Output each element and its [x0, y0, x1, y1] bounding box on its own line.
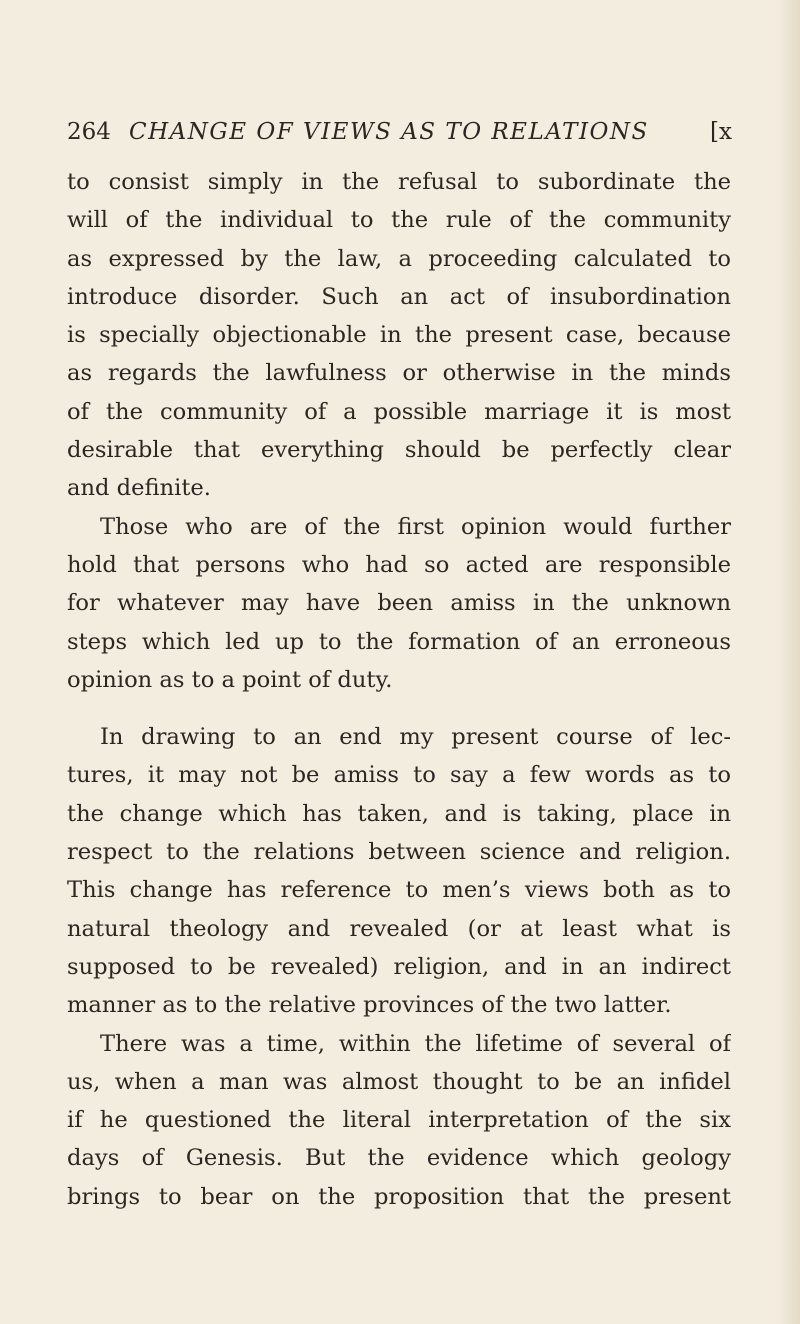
- text-line: to consist simply in the refusal to subordinate the: [67, 169, 731, 195]
- text-line: supposed to be revealed) religion, and in an indirect: [67, 953, 731, 980]
- text-line: brings to bear on the proposition that the present: [67, 1183, 731, 1210]
- text-line: is specially objectionable in the present case, because: [67, 322, 731, 349]
- text-line: the change which has taken, and is taking, place in: [67, 800, 731, 827]
- text-line: There was a time, within the lifetime of several of: [100, 1030, 731, 1057]
- text-line: desirable that everything should be perfectly clear: [67, 437, 731, 464]
- body-text: [67, 163, 731, 1216]
- text-line: respect to the relations between science and religion.: [67, 839, 731, 866]
- text-line: In drawing to an end my present course of lec-: [100, 724, 731, 751]
- text-line: steps which led up to the formation of an erroneous: [67, 628, 731, 655]
- text-line: tures, it may not be amiss to say a few words as to: [67, 762, 731, 789]
- text-line: and definite.: [67, 475, 211, 502]
- page-number: 264: [67, 119, 111, 145]
- running-header: [67, 119, 732, 153]
- text-line: us, when a man was almost thought to be an infidel: [67, 1068, 731, 1095]
- text-line: manner as to the relative provinces of the two latter.: [67, 992, 672, 1019]
- running-title: CHANGE OF VIEWS AS TO RELATIONS: [129, 119, 649, 145]
- page-edge-shadow: [778, 0, 800, 1324]
- text-line: if he questioned the literal interpretation of the six: [67, 1107, 731, 1134]
- text-line: hold that persons who had so acted are responsible: [67, 551, 731, 578]
- text-line: natural theology and revealed (or at least what is: [67, 915, 731, 942]
- text-line: will of the individual to the rule of the community: [67, 207, 731, 234]
- text-line: days of Genesis. But the evidence which geology: [67, 1145, 731, 1172]
- text-line: introduce disorder. Such an act of insubordination: [67, 283, 731, 310]
- text-line: Those who are of the first opinion would further: [100, 513, 731, 540]
- text-line: as regards the lawfulness or otherwise in the minds: [67, 360, 731, 387]
- section-break: [67, 699, 731, 718]
- section-mark: [x: [710, 119, 732, 145]
- text-line: as expressed by the law, a proceeding calculated to: [67, 245, 731, 272]
- text-line: for whatever may have been amiss in the unknown: [67, 590, 731, 617]
- text-line: This change has reference to men’s views both as to: [67, 877, 731, 904]
- text-line: opinion as to a point of duty.: [67, 666, 393, 693]
- text-line: of the community of a possible marriage it is most: [67, 398, 731, 425]
